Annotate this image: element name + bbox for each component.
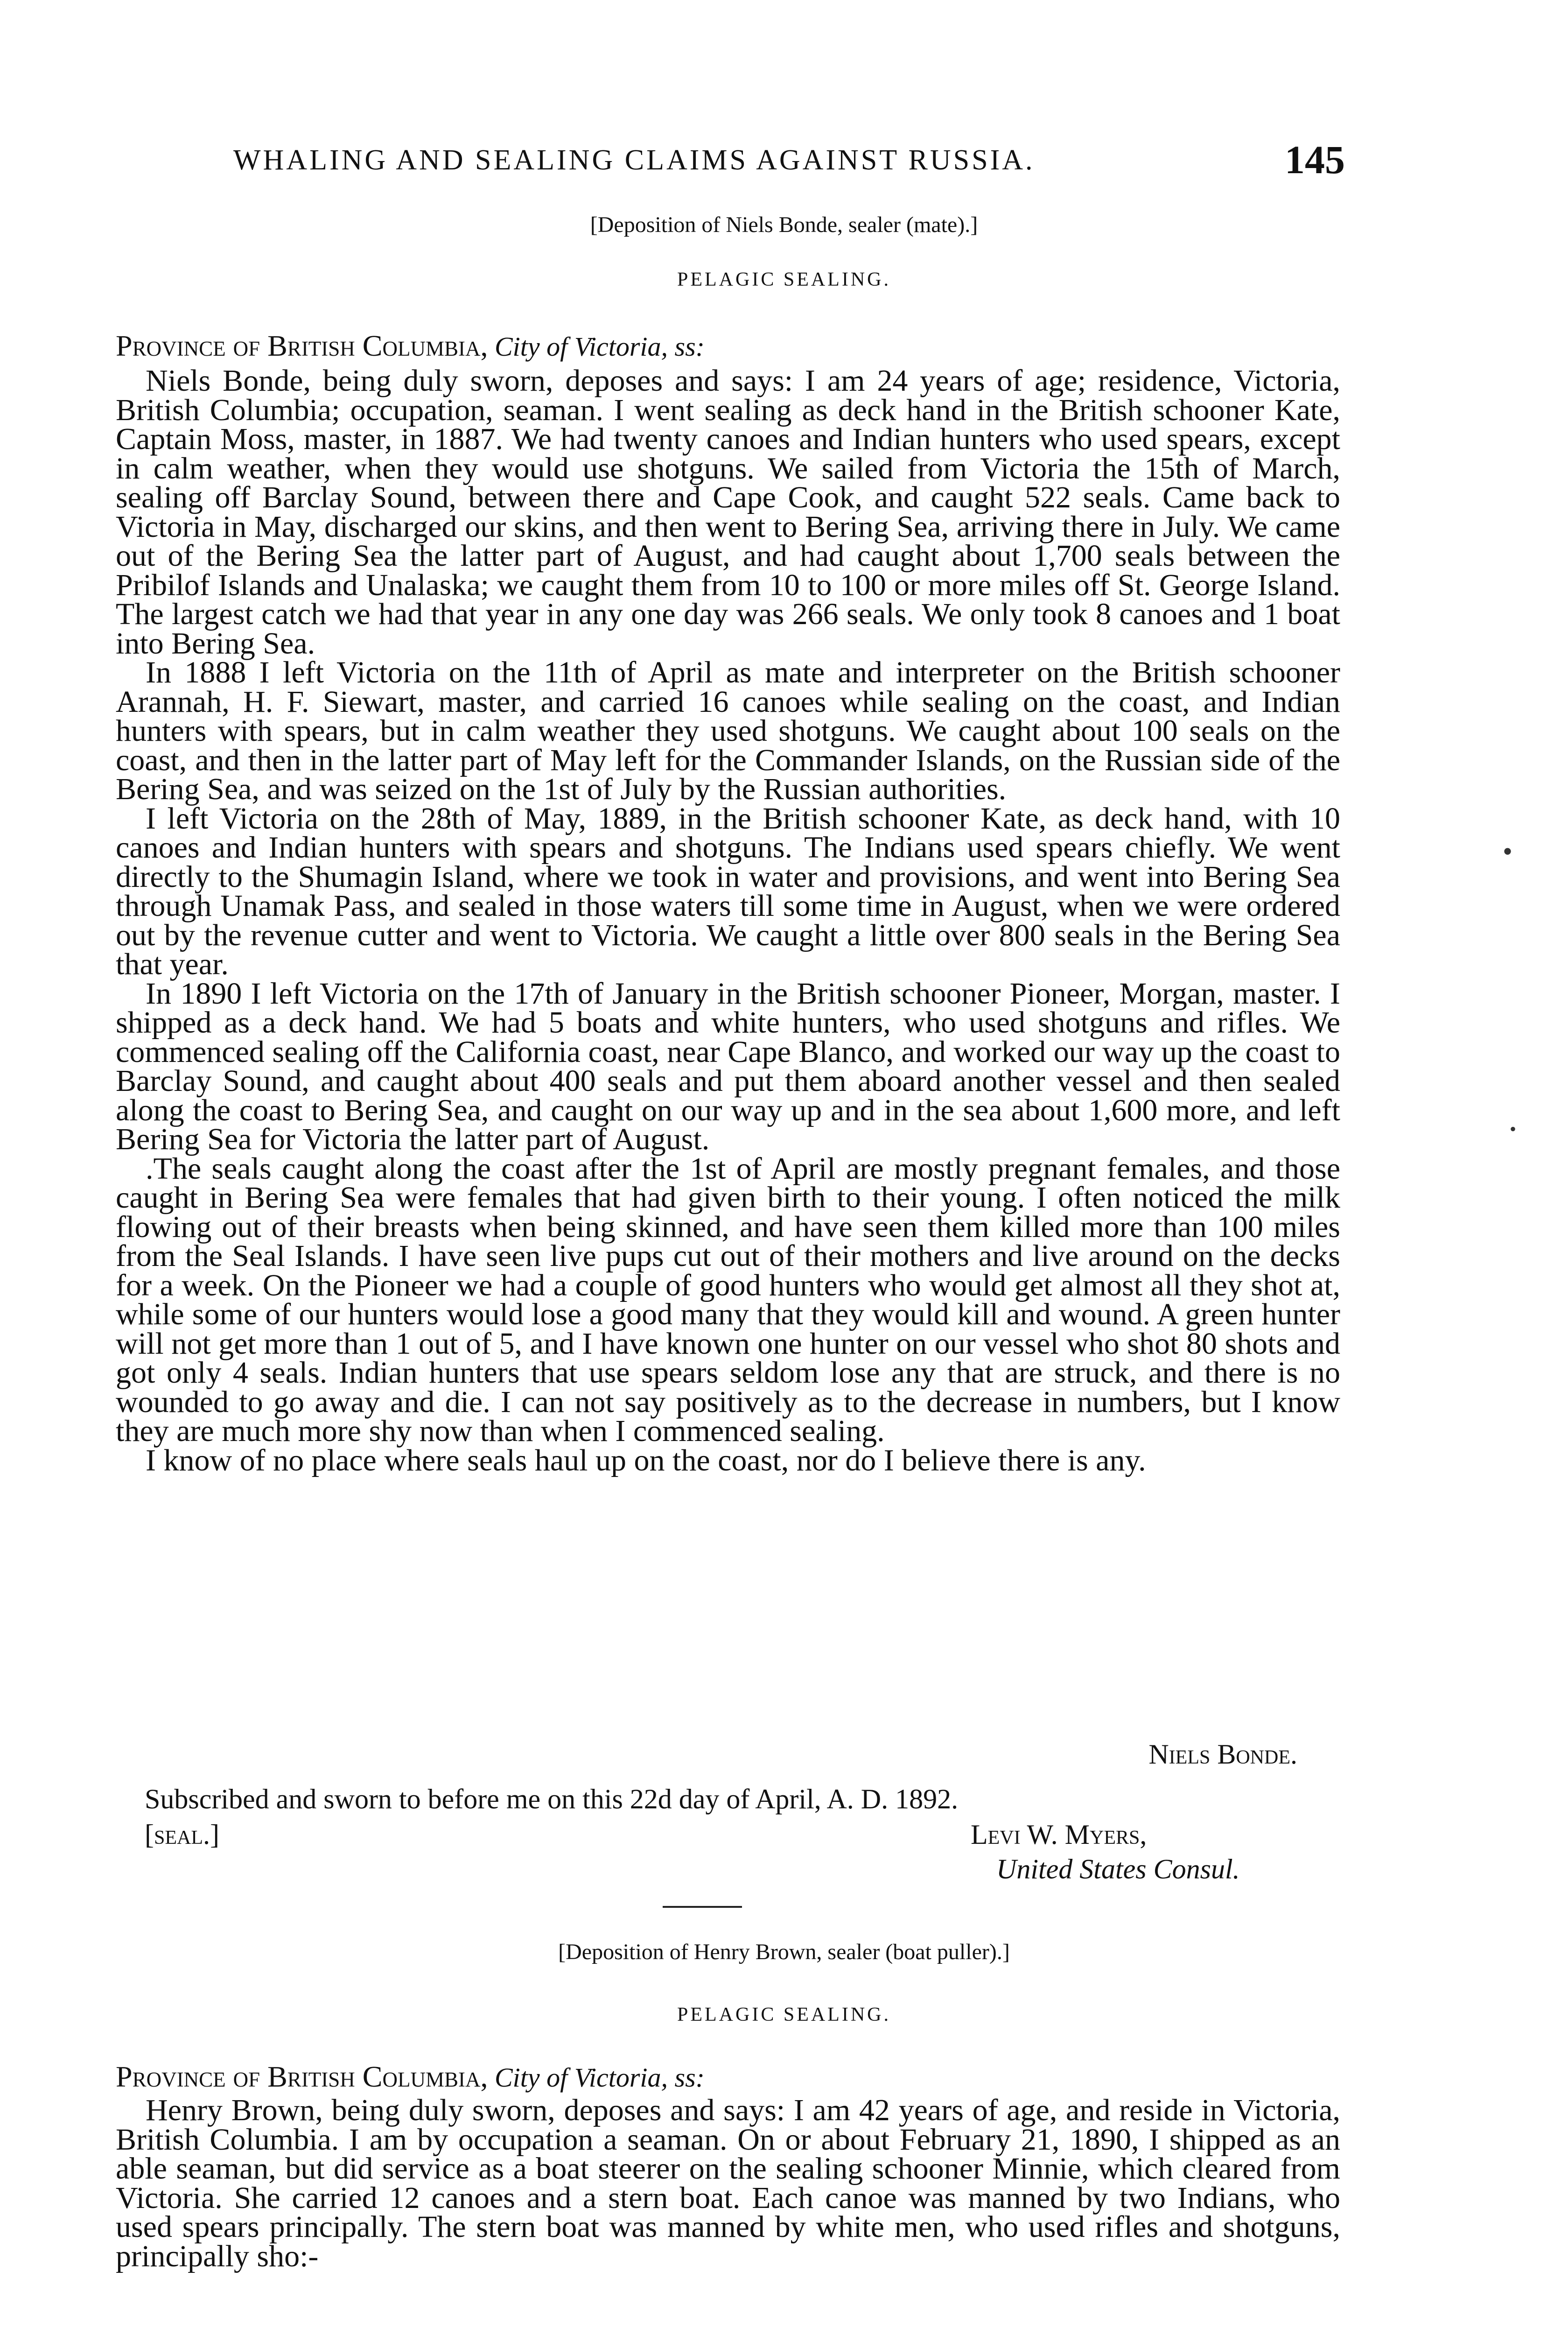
venue-line	[116, 329, 705, 363]
paragraph: I know of no place where seals haul up on the coast, nor do I believe there is any.	[146, 1443, 1146, 1477]
venue-city: City of Victoria, ss:	[494, 331, 705, 362]
venue-province: Province of British Columbia,	[116, 2060, 488, 2093]
deposition-caption: [Deposition of Niels Bonde, sealer (mate).]	[590, 212, 978, 237]
official-name: Levi W. Myers,	[971, 1819, 1147, 1850]
venue-city: City of Victoria, ss:	[494, 2062, 705, 2093]
official-title: United States Consul.	[996, 1854, 1240, 1884]
section-divider	[663, 1906, 742, 1908]
running-head	[229, 136, 1345, 188]
deposition-caption: [Deposition of Henry Brown, sealer (boat puller).]	[558, 1940, 1010, 1964]
running-head-title: WHALING AND SEALING CLAIMS AGAINST RUSSIA.	[233, 144, 1035, 176]
margin-dot: •	[1503, 836, 1513, 867]
section-subhead: PELAGIC SEALING.	[677, 2004, 891, 2025]
paragraph: Niels Bonde, being duly sworn, deposes and says: I am 24 years of age; residence, Victoria, British Columbia; occupation, seaman. I went sealing as deck hand in the British schooner Kate, Captain Moss, master, in 1887. We had twenty canoes and Indian hunters who used spears, except in calm weather, when they would use shotguns. We sailed from Victoria the 15th of March, sealing off Barclay Sound, between there and Cape Cook, and caught 522 seals. Came back to Victoria in May, discharged our skins, and then went to Bering Sea, arriving there in July. We came out of the Bering Sea the latter part of August, and had caught about 1,700 seals between the Pribilof Islands and Unalaska; we caught them from 10 to 100 or more miles off St. George Island. The largest catch we had that year in any one day was 266 seals. We only took 8 canoes and 1 boat into Bering Sea.	[116, 364, 1340, 661]
margin-dot: •	[1510, 1118, 1517, 1139]
deposition-body	[116, 366, 1340, 1475]
venue-line	[116, 2060, 705, 2094]
paragraph: In 1888 I left Victoria on the 11th of April as mate and interpreter on the British schooner Arannah, H. F. Siewart, master, and carried 16 canoes while sealing on the coast, and Indian hunters with spears, but in calm weather they used shotguns. We caught about 100 seals on the coast, and then in the latter part of May left for the Commander Islands, on the Russian side of the Bering Sea, and was seized on the 1st of July by the Russian authorities.	[116, 655, 1340, 806]
section-subhead: PELAGIC SEALING.	[677, 269, 891, 290]
paragraph: Henry Brown, being duly sworn, deposes and says: I am 42 years of age, and reside in Victoria, British Columbia. I am by occupation a seaman. On or about February 21, 1890, I shipped as an able seaman, but did service as a boat steerer on the sealing schooner Minnie, which cleared from Victoria. She carried 12 canoes and a stern boat. Each canoe was manned by two Indians, who used spears principally. The stern boat was manned by white men, who used rifles and shotguns, principally sho:-	[116, 2093, 1340, 2273]
seal-mark: [seal.]	[145, 1819, 219, 1850]
paragraph: .The seals caught along the coast after the 1st of April are mostly pregnant females, and those caught in Bering Sea were females that had given birth to their young. I often noticed the milk flowing out of their breasts when being skinned, and have seen them killed more than 100 miles from the Seal Islands. I have seen live pups cut out of their mothers and live around on the decks for a week. On the Pioneer we had a couple of good hunters who would get almost all they shot at, while some of our hunters would lose a good many that they would kill and wound. A green hunter will not get more than 1 out of 5, and I have known one hunter on our vessel who shot 80 shots and got only 4 seals. Indian hunters that use spears seldom lose any that are struck, and there is no wounded to go away and die. I can not say positively as to the decrease in numbers, but I know they are much more shy now than when I commenced sealing.	[116, 1151, 1340, 1448]
jurat-line: Subscribed and sworn to before me on this 22d day of April, A. D. 1892.	[145, 1784, 959, 1814]
deposition-body	[116, 2093, 1340, 2273]
paragraph: In 1890 I left Victoria on the 17th of January in the British schooner Pioneer, Morgan, master. I shipped as a deck hand. We had 5 boats and white hunters, who used shotguns and rifles. We commenced sealing off the California coast, near Cape Blanco, and worked our way up the coast to Barclay Sound, and caught about 400 seals and put them aboard another vessel and then sealed along the coast to Bering Sea, and caught on our way up and in the sea about 1,600 more, and left Bering Sea for Victoria the latter part of August.	[116, 976, 1340, 1156]
paragraph: I left Victoria on the 28th of May, 1889, in the British schooner Kate, as deck hand, with 10 canoes and Indian hunters with spears and shotguns. The Indians used spears chiefly. We went directly to the Shumagin Island, where we took in water and provisions, and went into Bering Sea through Unamak Pass, and sealed in those waters till some time in August, when we were ordered out by the revenue cutter and went to Victoria. We caught a little over 800 seals in the Bering Sea that year.	[116, 801, 1340, 981]
deponent-signature: Niels Bonde.	[1148, 1739, 1297, 1770]
venue-province: Province of British Columbia,	[116, 329, 488, 362]
page-number: 145	[1285, 137, 1345, 182]
